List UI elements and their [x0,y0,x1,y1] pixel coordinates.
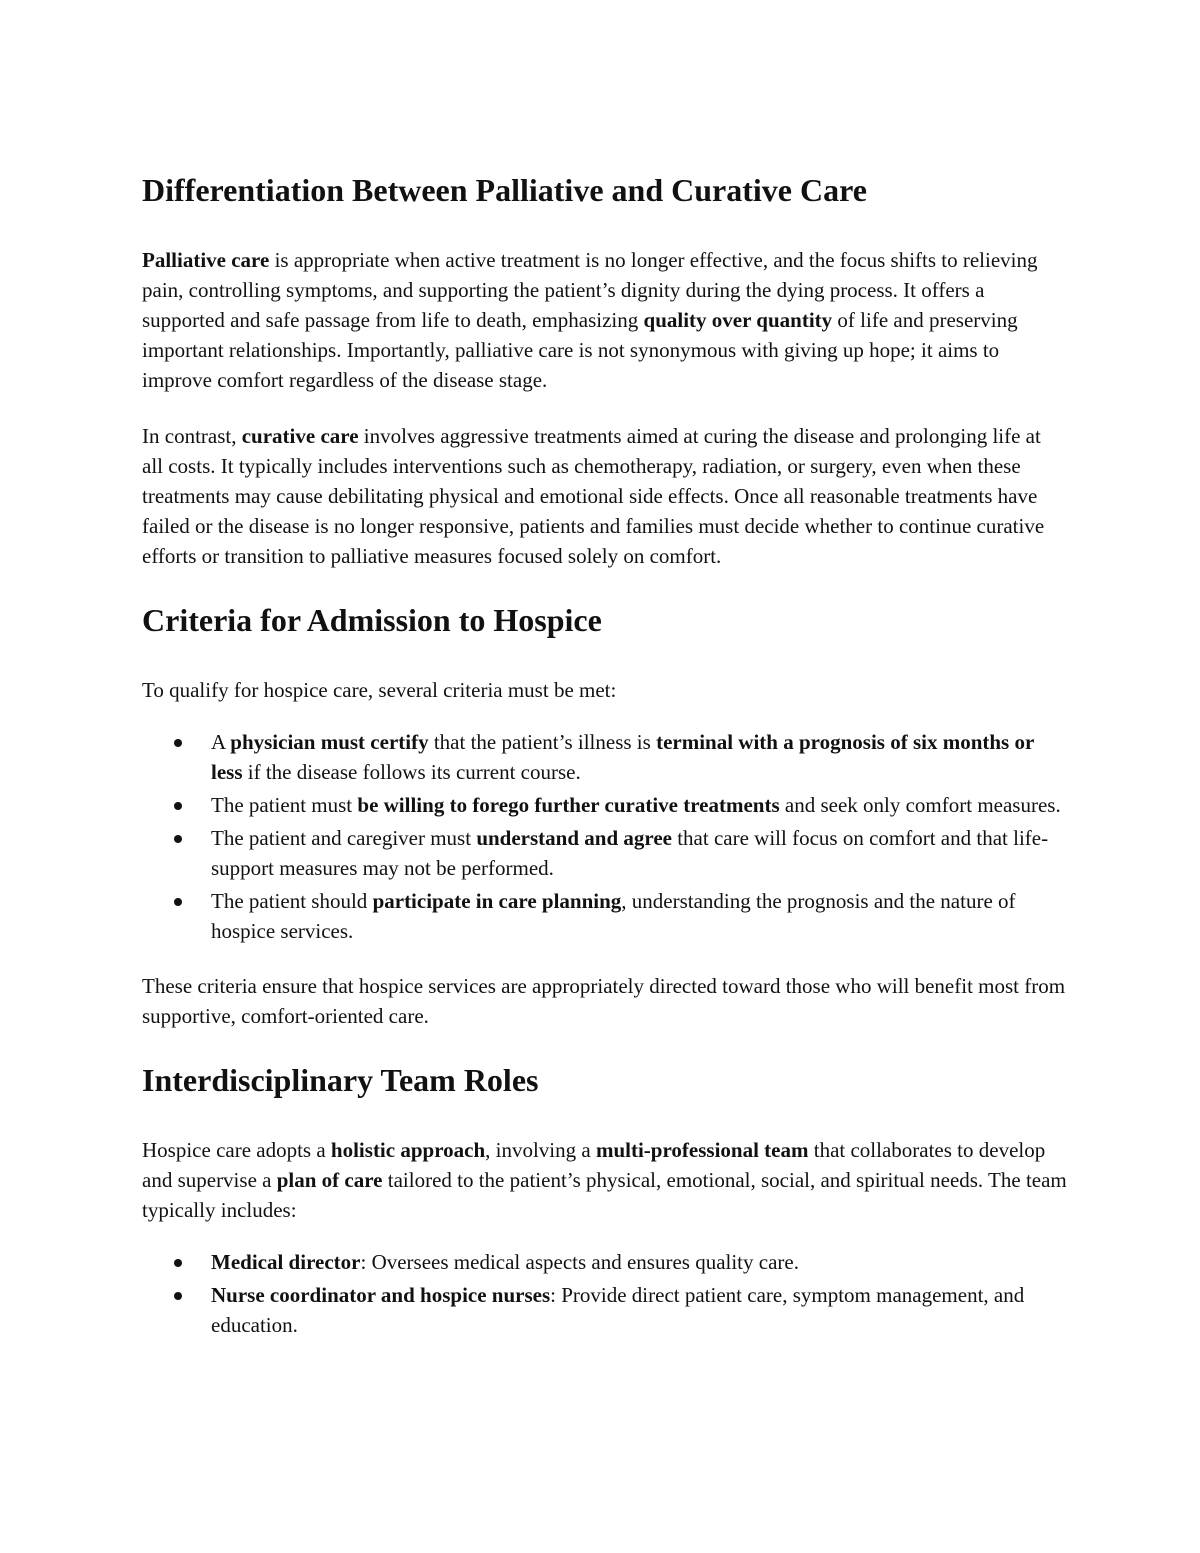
section-title-criteria: Criteria for Admission to Hospice [142,602,602,638]
bullet-icon [174,1259,182,1267]
document-page [142,168,1067,1343]
criteria-intro: To qualify for hospice care, several criteria must be met: [142,678,617,702]
list-item: Nurse coordinator and hospice nurses: Provide direct patient care, symptom management, and education. [211,1280,1067,1340]
team-list [142,1247,1067,1340]
curative-care-paragraph: In contrast, curative care involves aggressive treatments aimed at curing the disease and prolonging life at all costs. It typically includes interventions such as chemotherapy, radiation, or surgery, even when these treatments may cause debilitating physical and emotional side effects. Once all reasonable treatments have failed or the disease is no longer responsive, patients and families must decide whether to continue curative efforts or transition to palliative measures focused solely on comfort. [142,424,1045,568]
list-item: Medical director: Oversees medical aspects and ensures quality care. [211,1247,1067,1277]
list-item: The patient and caregiver must understand and agree that care will focus on comfort and that life-support measures may not be performed. [211,823,1067,883]
section-title-team-roles: Interdisciplinary Team Roles [142,1062,539,1098]
bullet-icon [174,835,182,843]
list-item: The patient must be willing to forego further curative treatments and seek only comfort measures. [211,790,1067,820]
list-item: A physician must certify that the patient’s illness is terminal with a prognosis of six months or less if the disease follows its current course. [211,727,1067,787]
bullet-icon [174,802,182,810]
bullet-icon [174,898,182,906]
palliative-care-paragraph: Palliative care is appropriate when active treatment is no longer effective, and the focus shifts to relieving pain, controlling symptoms, and supporting the patient’s dignity during the dying process. It offers a supported and safe passage from life to death, emphasizing quality over quantity of life and preserving important relationships. Importantly, palliative care is not synonymous with giving up hope; it aims to improve comfort regardless of the disease stage. [142,248,1038,392]
list-item: The patient should participate in care planning, understanding the prognosis and the nature of hospice services. [211,886,1067,946]
section-title-differentiation: Differentiation Between Palliative and Curative Care [142,172,867,208]
bullet-icon [174,739,182,747]
team-intro: Hospice care adopts a holistic approach, involving a multi-professional team that collaborates to develop and supervise a plan of care tailored to the patient’s physical, emotional, social, and spiritual needs. The team typically includes: [142,1138,1067,1222]
bullet-icon [174,1292,182,1300]
criteria-outro: These criteria ensure that hospice services are appropriately directed toward those who will benefit most from supportive, comfort-oriented care. [142,974,1066,1028]
criteria-list [142,727,1067,946]
